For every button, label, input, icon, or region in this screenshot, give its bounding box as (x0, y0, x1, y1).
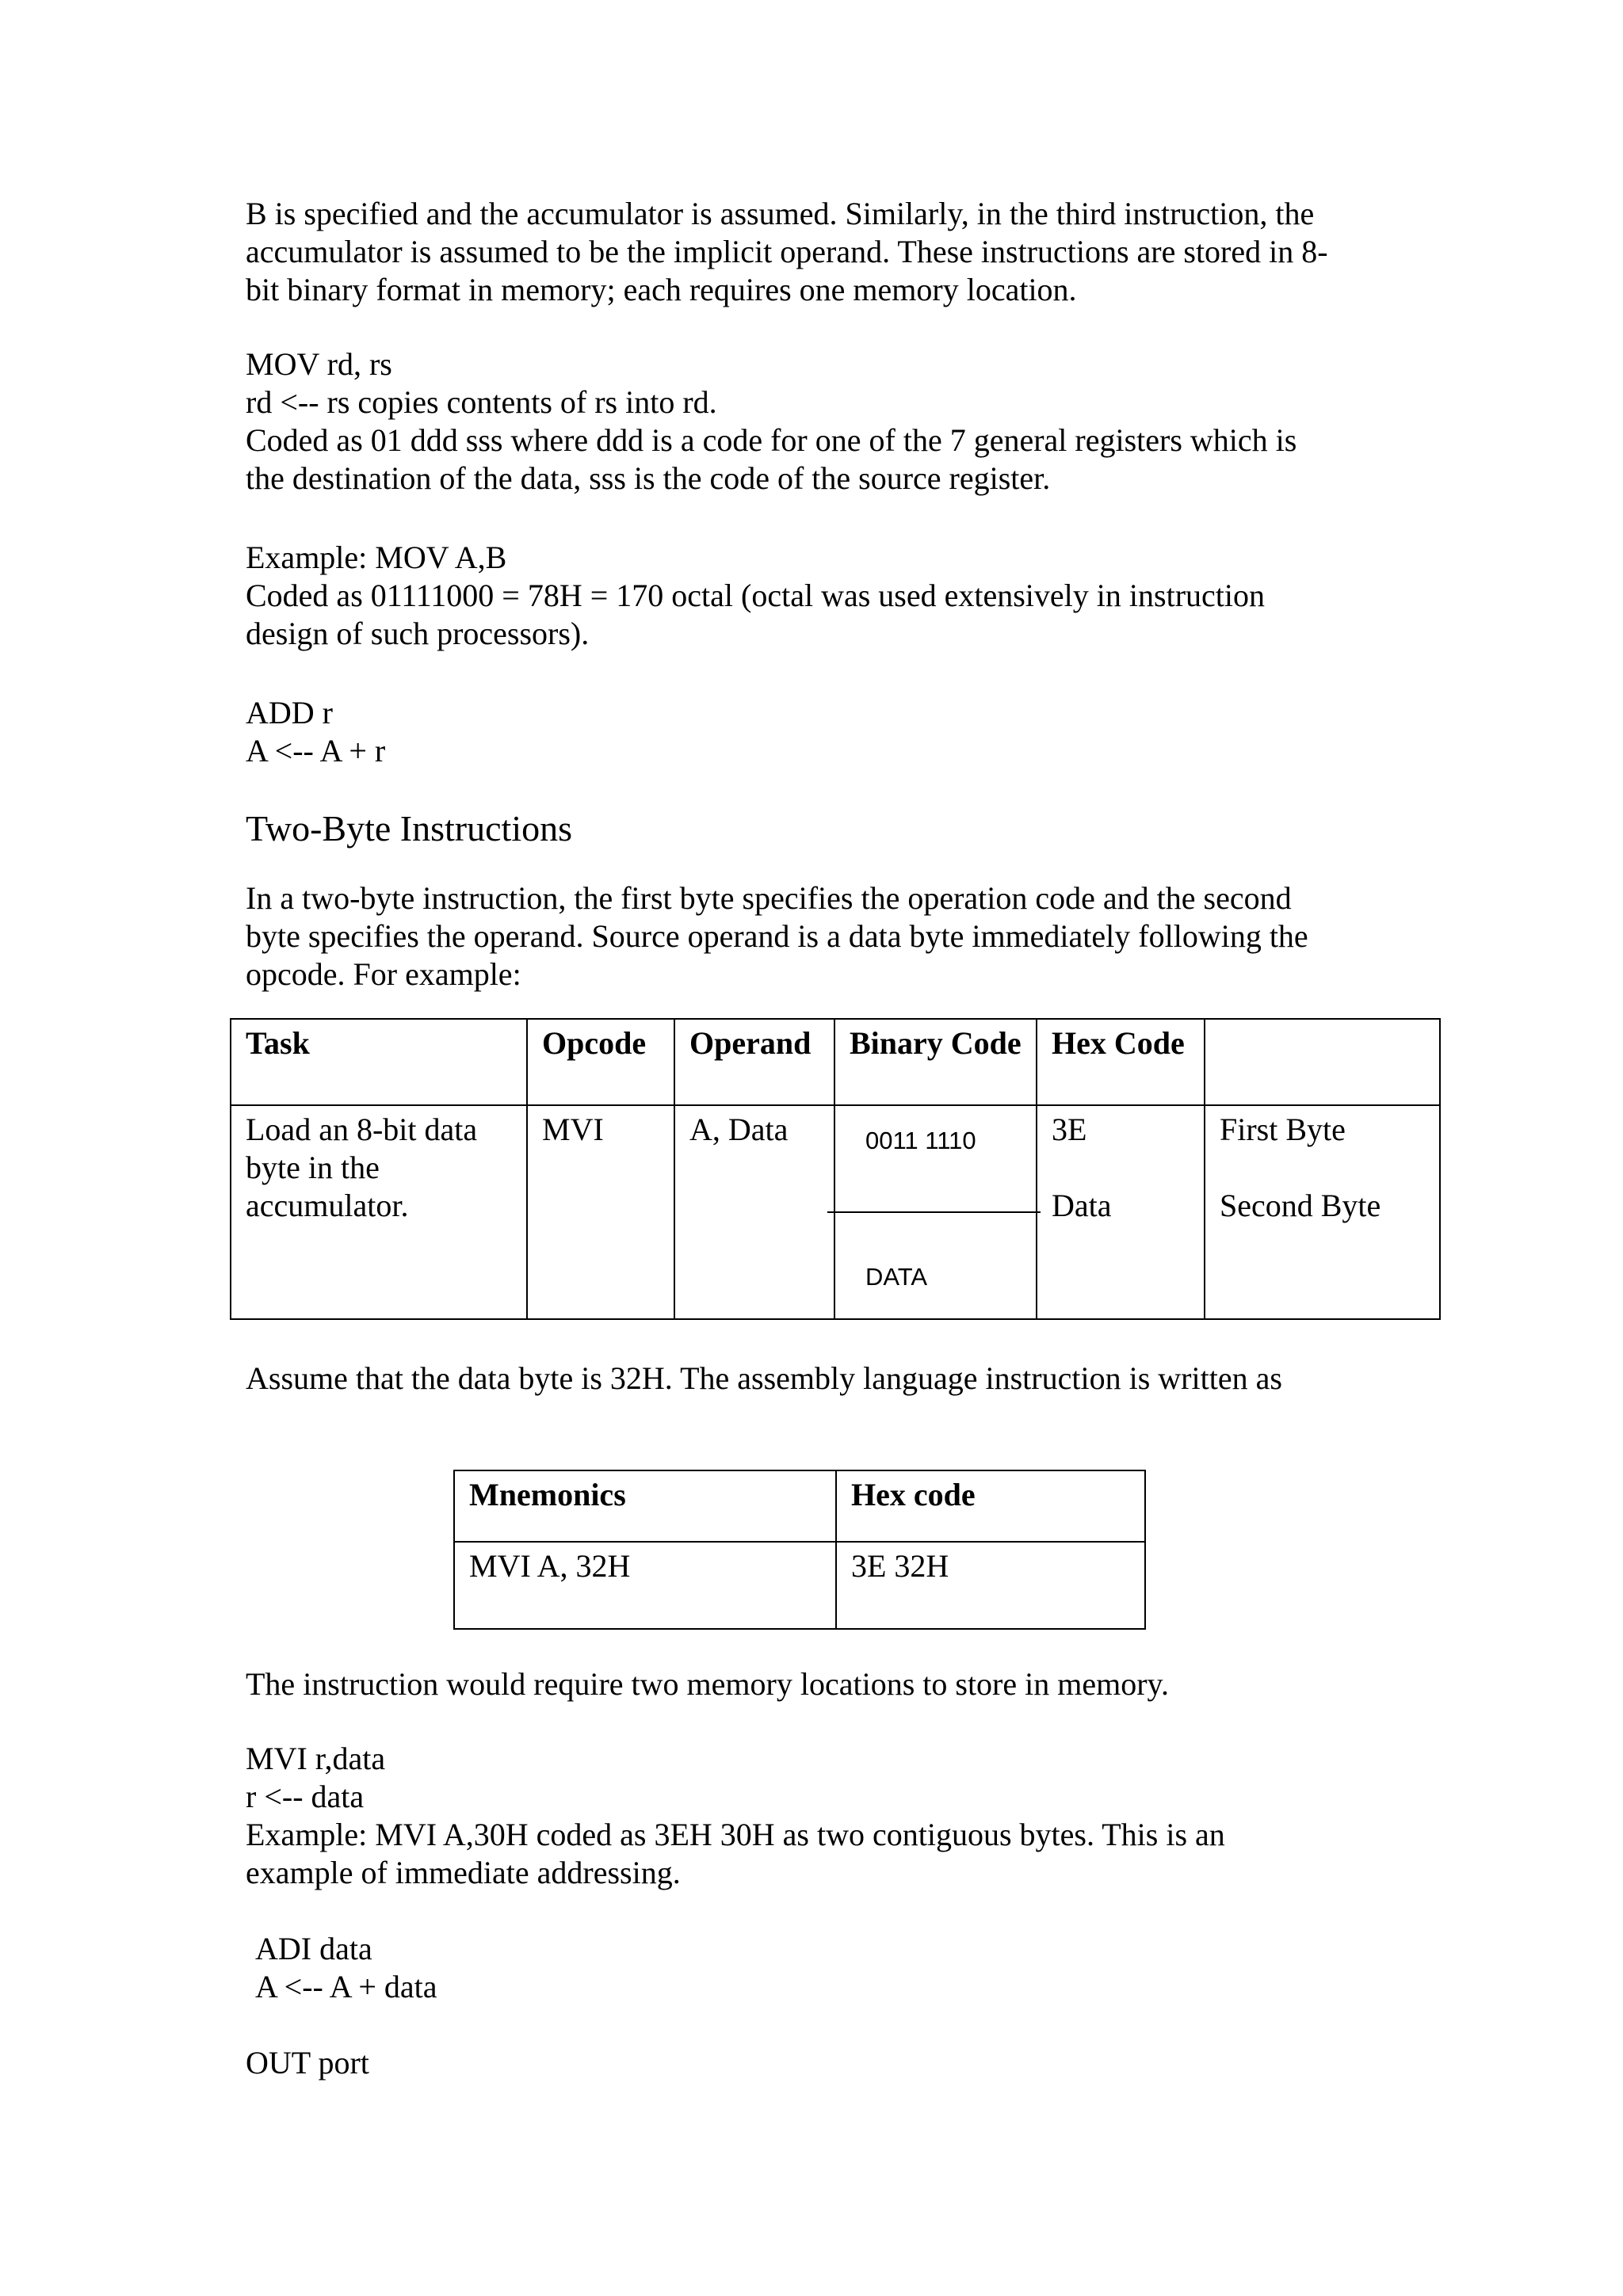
cell-task: Load an 8-bit data byte in the accumulator. (231, 1105, 527, 1319)
section-line: In a two-byte instruction, the first byte specifies the operation code and the second (246, 880, 1292, 916)
binary-first-byte: 0011 1110 (865, 1127, 976, 1154)
table-header-row (454, 1470, 1145, 1542)
cell-mnemonic: MVI A, 32H (454, 1542, 836, 1629)
section-line: byte specifies the operand. Source operand is a data byte immediately following the (246, 918, 1308, 954)
instruction-table (230, 1018, 1441, 1320)
byte-first-label: First Byte (1220, 1112, 1346, 1147)
adi-description: A <-- A + data (255, 1969, 437, 2004)
example-line: Coded as 01111000 = 78H = 170 octal (octal was used extensively in instruction (246, 578, 1265, 613)
lower-body (246, 1665, 1379, 2082)
adi-block (246, 1930, 1379, 2006)
add-description: A <-- A + r (246, 733, 386, 769)
header-mnemonics: Mnemonics (454, 1470, 836, 1542)
mov-coding-line: the destination of the data, sss is the code of the source register. (246, 460, 1051, 496)
section-paragraph (246, 879, 1379, 994)
intro-line: bit binary format in memory; each requires one memory location. (246, 272, 1077, 307)
mov-syntax: MOV rd, rs (246, 346, 392, 382)
cell-operand: A, Data (674, 1105, 834, 1319)
cell-hex: 3E 32H (836, 1542, 1145, 1629)
header-opcode: Opcode (527, 1019, 674, 1105)
example-title: Example: MOV A,B (246, 540, 507, 575)
memory-paragraph: The instruction would require two memory locations to store in memory. (246, 1666, 1169, 1702)
mvi-example-line: Example: MVI A,30H coded as 3EH 30H as two contiguous bytes. This is an (246, 1817, 1225, 1852)
mov-coding-line: Coded as 01 ddd sss where ddd is a code for one of the 7 general registers which is (246, 422, 1297, 458)
byte-divider-line (827, 1211, 1041, 1213)
example-line: design of such processors). (246, 616, 590, 651)
cell-hex-code (1037, 1105, 1205, 1319)
hex-second: Data (1052, 1188, 1112, 1223)
adi-syntax: ADI data (255, 1931, 372, 1966)
mov-description: rd <-- rs copies contents of rs into rd. (246, 384, 717, 420)
mnemonic-table (453, 1470, 1146, 1630)
mvi-syntax: MVI r,data (246, 1741, 386, 1776)
add-syntax: ADD r (246, 695, 333, 730)
header-binary-code: Binary Code (834, 1019, 1037, 1105)
table-row (231, 1105, 1440, 1319)
byte-second-label: Second Byte (1220, 1188, 1381, 1223)
mvi-description: r <-- data (246, 1779, 365, 1814)
mvi-block (246, 1740, 1379, 1892)
mvi-example-line: example of immediate addressing. (246, 1855, 681, 1890)
table-header-row (231, 1019, 1440, 1105)
mov-block (246, 345, 1379, 498)
table-row (454, 1542, 1145, 1629)
hex-first: 3E (1052, 1112, 1087, 1147)
section-heading: Two-Byte Instructions (246, 808, 573, 849)
intro-paragraph (246, 195, 1379, 309)
page-body (246, 195, 1379, 994)
header-hex-code: Hex code (836, 1470, 1145, 1542)
cell-opcode: MVI (527, 1105, 674, 1319)
out-syntax: OUT port (246, 2045, 369, 2081)
binary-second-byte: DATA (865, 1263, 928, 1291)
header-task: Task (231, 1019, 527, 1105)
assume-paragraph: Assume that the data byte is 32H. The assembly language instruction is written as (246, 1360, 1282, 1396)
intro-line: B is specified and the accumulator is assumed. Similarly, in the third instruction, the (246, 196, 1315, 231)
intro-line: accumulator is assumed to be the implicit operand. These instructions are stored in 8- (246, 234, 1328, 269)
header-hex-code: Hex Code (1037, 1019, 1205, 1105)
cell-binary-code (834, 1105, 1037, 1319)
header-operand: Operand (674, 1019, 834, 1105)
section-line: opcode. For example: (246, 956, 521, 992)
add-block (246, 694, 1379, 770)
example-mov-block (246, 539, 1379, 653)
header-empty (1205, 1019, 1440, 1105)
cell-byte-order (1205, 1105, 1440, 1319)
